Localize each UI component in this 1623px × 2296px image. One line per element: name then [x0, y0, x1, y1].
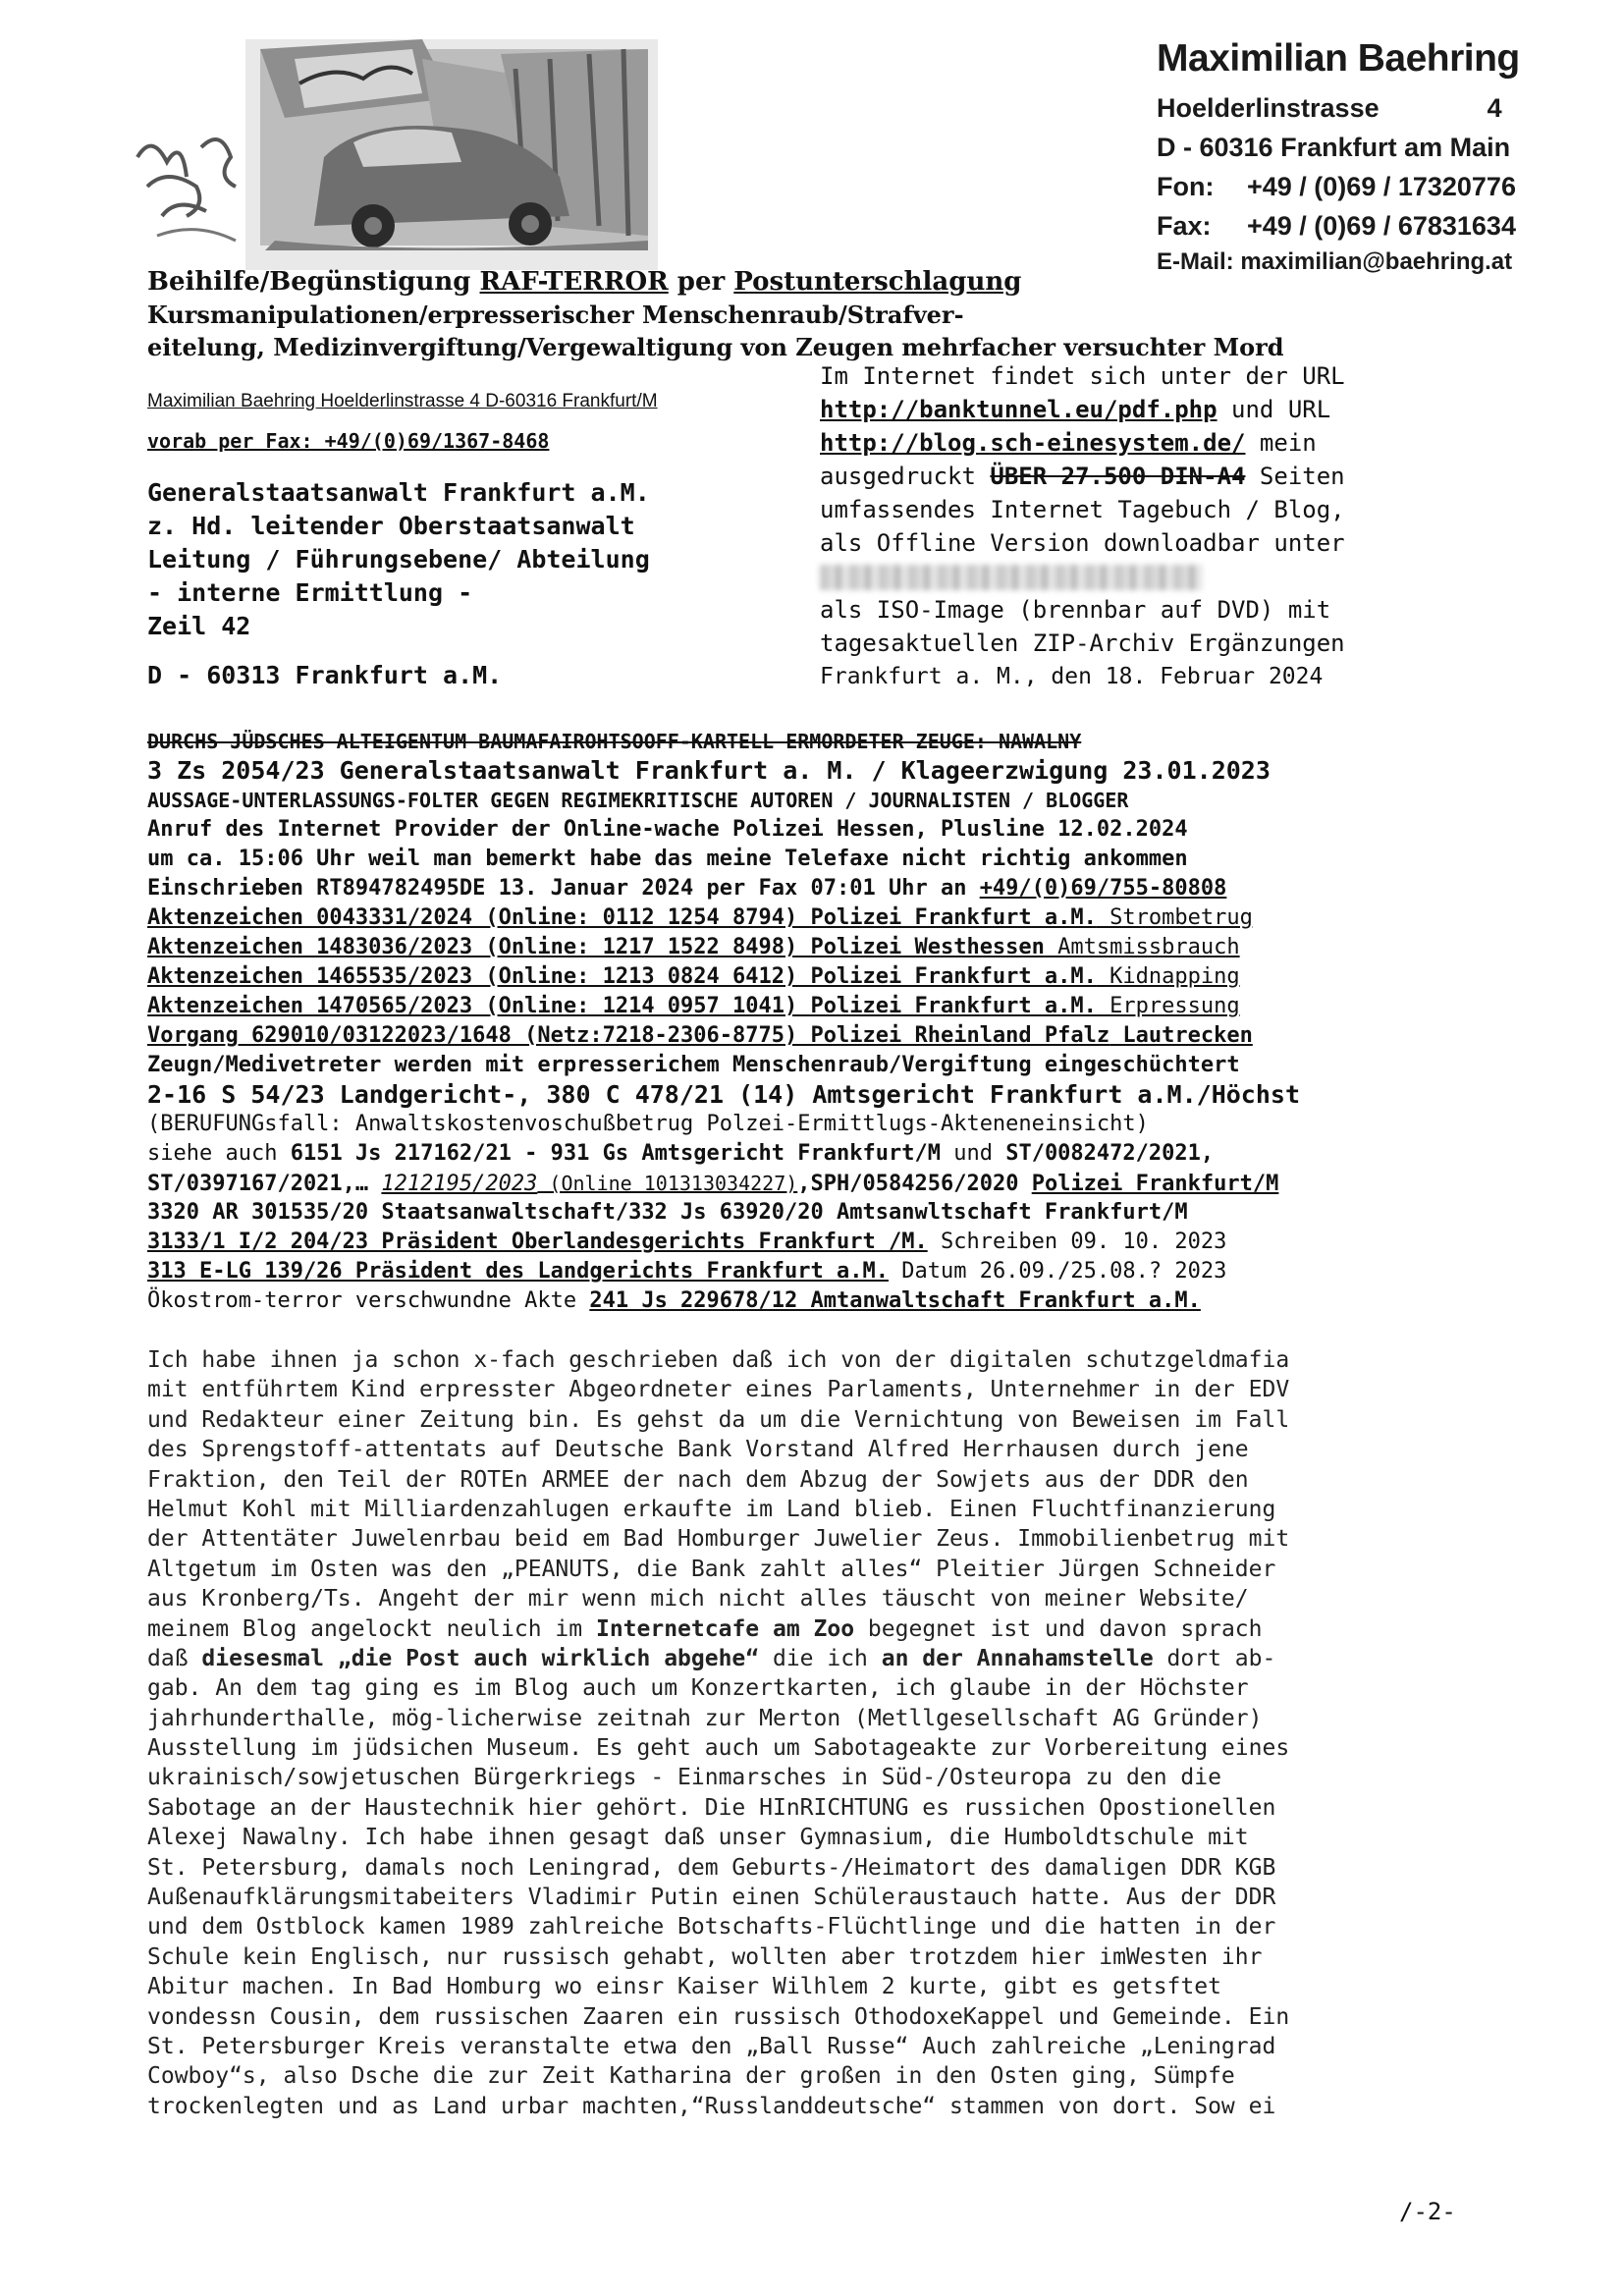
body-line: Außenaufklärungsmitabeiters Vladimir Putin einen Schüleraustauch hatte. Aus der DDR — [147, 1885, 1276, 1911]
date-line: Frankfurt a. M., den 18. Februar 2024 — [820, 664, 1324, 689]
recipient-line: z. Hd. leitender Oberstaatsanwalt — [147, 512, 635, 540]
sender-house-number: 4 — [1487, 93, 1502, 123]
ref-part: und — [940, 1141, 1006, 1166]
body-line — [147, 1614, 1502, 1644]
recipient-line: Leitung / Führungsebene/ Abteilung — [147, 545, 650, 574]
ref-line: 3320 AR 301535/20 Staatsanwaltschaft/332 Js 63920/20 Amtsanwltschaft Frankfurt/M — [147, 1200, 1188, 1225]
intro-line — [820, 460, 1497, 493]
ref-line — [147, 1021, 1502, 1051]
intro-block — [820, 359, 1497, 660]
body-line: der Attentäter Juwelenrbau beid em Bad Homburger Juwelier Zeus. Immobilienbetrug mit — [147, 1526, 1290, 1553]
body-line: Sabotage an der Haustechnik hier gehört. Die HInRICHTUNG es russichen Opostionellen — [147, 1794, 1276, 1821]
body-line: Altgetum im Osten was den „PEANUTS, die Bank zahlt alles“ Pleitier Jürgen Schneider — [147, 1556, 1276, 1582]
ref-line: 3 Zs 2054/23 Generalstaatsanwalt Frankfurt a. M. / Klageerzwigung 23.01.2023 — [147, 756, 1271, 785]
intro-part: und URL — [1217, 396, 1331, 423]
ref-line: AUSSAGE-UNTERLASSUNGS-FOLTER GEGEN REGIMEKRITISCHE AUTOREN / JOURNALISTEN / BLOGGER — [147, 789, 1129, 812]
ref-part: 241 Js 229678/12 Amtanwaltschaft Frankfurt a.M. — [589, 1288, 1201, 1313]
intro-line: als ISO-Image (brennbar auf DVD) mit — [820, 596, 1331, 624]
subject-part: Postunterschlagung — [733, 267, 1022, 297]
intro-line — [820, 560, 1497, 593]
intro-part: ausgedruckt — [820, 463, 991, 490]
sender-city: D - 60316 Frankfurt am Main — [1157, 133, 1511, 162]
ref-part: Aktenzeichen 1465535/2023 (Online: 1213 0824 6412) Polizei Frankfurt a.M. — [147, 964, 1097, 989]
ref-line — [147, 1257, 1502, 1286]
ref-part: Ökostrom-terror verschwundne Akte — [147, 1288, 590, 1313]
body-line: aus Kronberg/Ts. Angeht der mir wenn mich nicht alles täuscht von meiner Website/ — [147, 1586, 1249, 1613]
intro-line: tagesaktuellen ZIP-Archiv Ergänzungen — [820, 629, 1345, 657]
ref-line — [147, 933, 1502, 962]
sender-name: Maximilian Baehring — [1157, 37, 1520, 80]
ref-part: Vorgang 629010/03122023/1648 (Netz:7218-2306-8775) Polizei Rheinland Pfalz — [147, 1023, 1110, 1048]
url-link[interactable]: http://banktunnel.eu/pdf.php — [820, 396, 1217, 423]
reference-block — [147, 727, 1502, 1316]
body-line: und dem Ostblock kamen 1989 zahlreiche Botschafts-Flüchtlinge und die hatten in der — [147, 1914, 1276, 1941]
body-line: und Redakteur einer Zeitung bin. Es gehst da um die Vernichtung von Beweisen im Fall — [147, 1406, 1290, 1433]
sender-fax-label: Fax: — [1157, 211, 1212, 241]
sender-letterhead — [1157, 37, 1589, 279]
sender-street: Hoelderlinstrasse — [1157, 93, 1380, 123]
body-part: diesesmal „die Post auch wirklich abgehe“ — [201, 1645, 760, 1671]
ref-line: um ca. 15:06 Uhr weil man bemerkt habe das meine Telefaxe nicht richtig ankommen — [147, 847, 1188, 871]
ref-line — [147, 1169, 1502, 1198]
ref-part: ST/0082472/2021, — [1005, 1141, 1215, 1166]
ref-part: Erpressung — [1096, 994, 1240, 1018]
body-line — [147, 1644, 1502, 1673]
body-line: Abitur machen. In Bad Homburg wo einsr Kaiser Wilhlem 2 kurte, gibt es getsftet — [147, 1974, 1221, 2000]
recipient-line: Generalstaatsanwalt Frankfurt a.M. — [147, 478, 650, 507]
ref-part: 6151 Js 217162/21 - 931 Gs Amtsgericht Frankfurt/M — [290, 1141, 941, 1166]
intro-line: Im Internet findet sich unter der URL — [820, 362, 1345, 390]
intro-part: Seiten — [1245, 463, 1345, 490]
ref-part: Datum 26.09./25.08.? 2023 — [888, 1259, 1227, 1284]
ref-part: Lautrecken — [1109, 1023, 1253, 1048]
body-line: trockenlegten und as Land urbar machten,“Russlanddeutsche“ stammen von dort. Sow ei — [147, 2093, 1276, 2119]
intro-line: als Offline Version downloadbar unter — [820, 529, 1345, 557]
ref-line: (BERUFUNGsfall: Anwaltskostenvoschußbetrug Polzei-Ermittlugs-Akteneneinsicht) — [147, 1112, 1149, 1136]
intro-part: ÜBER 27.500 DIN-A4 — [990, 463, 1246, 490]
sender-phone-line — [1157, 167, 1589, 206]
subject-line-2: Kursmanipulationen/erpresserischer Menschenraub/Strafver- — [147, 301, 964, 329]
body-line: Helmut Kohl mit Milliardenzahlugen erkaufte im Land blieb. Einen Fluchtfinanzierung — [147, 1496, 1276, 1522]
recipient-line: Zeil 42 — [147, 612, 251, 640]
body-part: begegnet ist und davon sprach — [854, 1615, 1263, 1642]
ref-part: +49/(0)69/755-80808 — [979, 876, 1227, 901]
sender-fax-line — [1157, 206, 1589, 246]
intro-line — [820, 426, 1497, 460]
body-part: daß — [147, 1645, 202, 1671]
ref-part: 313 E-LG 139/26 Präsident des Landgerichts Frankfurt a.M. — [147, 1259, 889, 1284]
subject-part: Beihilfe/Begünstigung — [147, 267, 480, 297]
sender-street-line — [1157, 88, 1589, 128]
body-line: Ausstellung im jüdsichen Museum. Es geht auch um Sabotageakte zur Vorbereitung eines — [147, 1735, 1290, 1762]
ref-part: Amtsmissbrauch — [1044, 935, 1240, 959]
recipient-line: - interne Ermittlung - — [147, 578, 473, 607]
body-part: an der Annahamstelle — [881, 1645, 1154, 1671]
ref-line: DURCHS JÜDSCHES ALTEIGENTUM BAUMAFAIROHTSOOFF-KARTELL ERMORDETER ZEUGE: NAWALNY — [147, 730, 1082, 753]
ref-part: (Online 101313034227) — [537, 1172, 798, 1195]
subject-line-1 — [147, 265, 1483, 299]
letter-body — [147, 1345, 1502, 2121]
body-line: Cowboy“s, also Dsche die zur Zeit Katharina der großen in den Osten ging, Sümpfe — [147, 2063, 1235, 2090]
body-line: Schule kein Englisch, nur russisch gehabt, wollten aber trotzdem hier imWesten ihr — [147, 1943, 1263, 1970]
body-line: Alexej Nawalny. Ich habe ihnen gesagt daß unser Gymnasium, die Humboldtschule mit — [147, 1825, 1249, 1851]
ref-line — [147, 903, 1502, 933]
sender-phone-label: Fon: — [1157, 172, 1215, 201]
body-part: meinem Blog angelockt neulich im — [147, 1615, 596, 1642]
body-line: Ich habe ihnen ja schon x-fach geschrieben daß ich von der digitalen schutzgeldmafia — [147, 1347, 1290, 1373]
recipient-city: D - 60313 Frankfurt a.M. — [147, 661, 503, 689]
ref-part: Strombetrug — [1096, 905, 1253, 930]
ref-line: Zeugn/Medivetreter werden mit erpresserichem Menschenraub/Vergiftung eingeschüchtert — [147, 1053, 1240, 1077]
ref-part: siehe auch — [147, 1141, 291, 1166]
ref-line: 2-16 S 54/23 Landgericht-, 380 C 478/21 (14) Amtsgericht Frankfurt a.M./Höchst — [147, 1080, 1300, 1109]
ref-part: ,SPH/0584256/2020 — [797, 1172, 1032, 1196]
logo-photo — [128, 39, 658, 270]
body-line: vondessn Cousin, dem russischen Zaaren ein russisch OthodoxeKappel und Gemeinde. Ein — [147, 2003, 1290, 2030]
body-part: die ich — [759, 1645, 882, 1671]
ref-part: ST/0397167/2021,… — [147, 1172, 382, 1196]
blurred-url — [820, 565, 1203, 590]
sender-phone: +49 / (0)69 / 17320776 — [1247, 172, 1516, 201]
ref-part: Aktenzeichen 1470565/2023 (Online: 1214 0957 1041) Polizei Frankfurt a.M. — [147, 994, 1097, 1018]
subject-line-3: eitelung, Medizinvergiftung/Vergewaltigung von Zeugen mehrfacher versuchter Mord — [147, 333, 1284, 361]
recipient-address — [147, 476, 650, 692]
ref-part: Aktenzeichen 0043331/2024 (Online: 0112 1254 8794) Polizei Frankfurt a.M. — [147, 905, 1097, 930]
body-line: mit entführtem Kind erpresster Abgeordneter eines Parlaments, Unternehmer in der EDV — [147, 1377, 1290, 1403]
ref-line — [147, 1228, 1502, 1257]
sender-email: E-Mail: maximilian@baehring.at — [1157, 248, 1513, 275]
intro-part: mein — [1245, 429, 1317, 457]
subject-part: RAF-TERROR — [479, 267, 669, 297]
body-line: jahrhunderthalle, mög-licherwise zeitnah zur Merton (Metllgesellschaft AG Gründer) — [147, 1705, 1263, 1731]
ref-line — [147, 1286, 1502, 1316]
url-link[interactable]: http://blog.sch-einesystem.de/ — [820, 429, 1246, 457]
ref-part: Einschrieben RT894782495DE 13. Januar 2024 per Fax 07:01 Uhr an — [147, 876, 980, 901]
ref-part: Polizei Frankfurt/M — [1031, 1172, 1279, 1196]
ref-line — [147, 992, 1502, 1021]
fax-note: vorab per Fax: +49/(0)69/1367-8468 — [147, 429, 550, 453]
subject-heading — [147, 265, 1483, 363]
body-line: gab. An dem tag ging es im Blog auch um Konzertkarten, ich glaube in der Höchster — [147, 1675, 1249, 1702]
body-part: Internetcafe am Zoo — [595, 1615, 855, 1642]
sender-fax: +49 / (0)69 / 67831634 — [1247, 211, 1516, 241]
ref-line — [147, 962, 1502, 992]
back-address: Maximilian Baehring Hoelderlinstrasse 4 D-60316 Frankfurt/M — [147, 391, 658, 411]
ref-part: Kidnapping — [1096, 964, 1240, 989]
ref-part: 1212195/2023 — [381, 1172, 538, 1196]
ref-line — [147, 874, 1502, 903]
body-line: ukrainisch/sowjetuschen Bürgerkriegs - Einmarsches in Süd-/Osteuropa zu den die — [147, 1765, 1221, 1791]
ref-part: Aktenzeichen 1483036/2023 (Online: 1217 1522 8498) Polizei Westhessen — [147, 935, 1045, 959]
body-part: dort ab- — [1153, 1645, 1276, 1671]
subject-part: per — [668, 267, 734, 297]
body-line: Fraktion, den Teil der ROTEn ARMEE der nach dem Abzug der Sowjets aus der DDR den — [147, 1466, 1249, 1493]
ref-line: Anruf des Internet Provider der Online-wache Polizei Hessen, Plusline 12.02.2024 — [147, 817, 1188, 842]
ref-part: 3133/1 I/2 204/23 Präsident Oberlandesgerichts Frankfurt /M. — [147, 1230, 928, 1254]
body-line: St. Petersburg, damals noch Leningrad, dem Geburts-/Heimatort des damaligen DDR KGB — [147, 1854, 1276, 1881]
intro-line — [820, 393, 1497, 426]
page-number: /-2- — [1399, 2198, 1456, 2225]
ref-line — [147, 1139, 1502, 1169]
intro-line: umfassendes Internet Tagebuch / Blog, — [820, 496, 1345, 523]
ref-part: Schreiben 09. 10. 2023 — [927, 1230, 1227, 1254]
body-line: des Sprengstoff-attentats auf Deutsche Bank Vorstand Alfred Herrhausen durch jene — [147, 1437, 1249, 1463]
body-line: St. Petersburger Kreis veranstalte etwa den „Ball Russe“ Auch zahlreiche „Leningrad — [147, 2033, 1276, 2059]
